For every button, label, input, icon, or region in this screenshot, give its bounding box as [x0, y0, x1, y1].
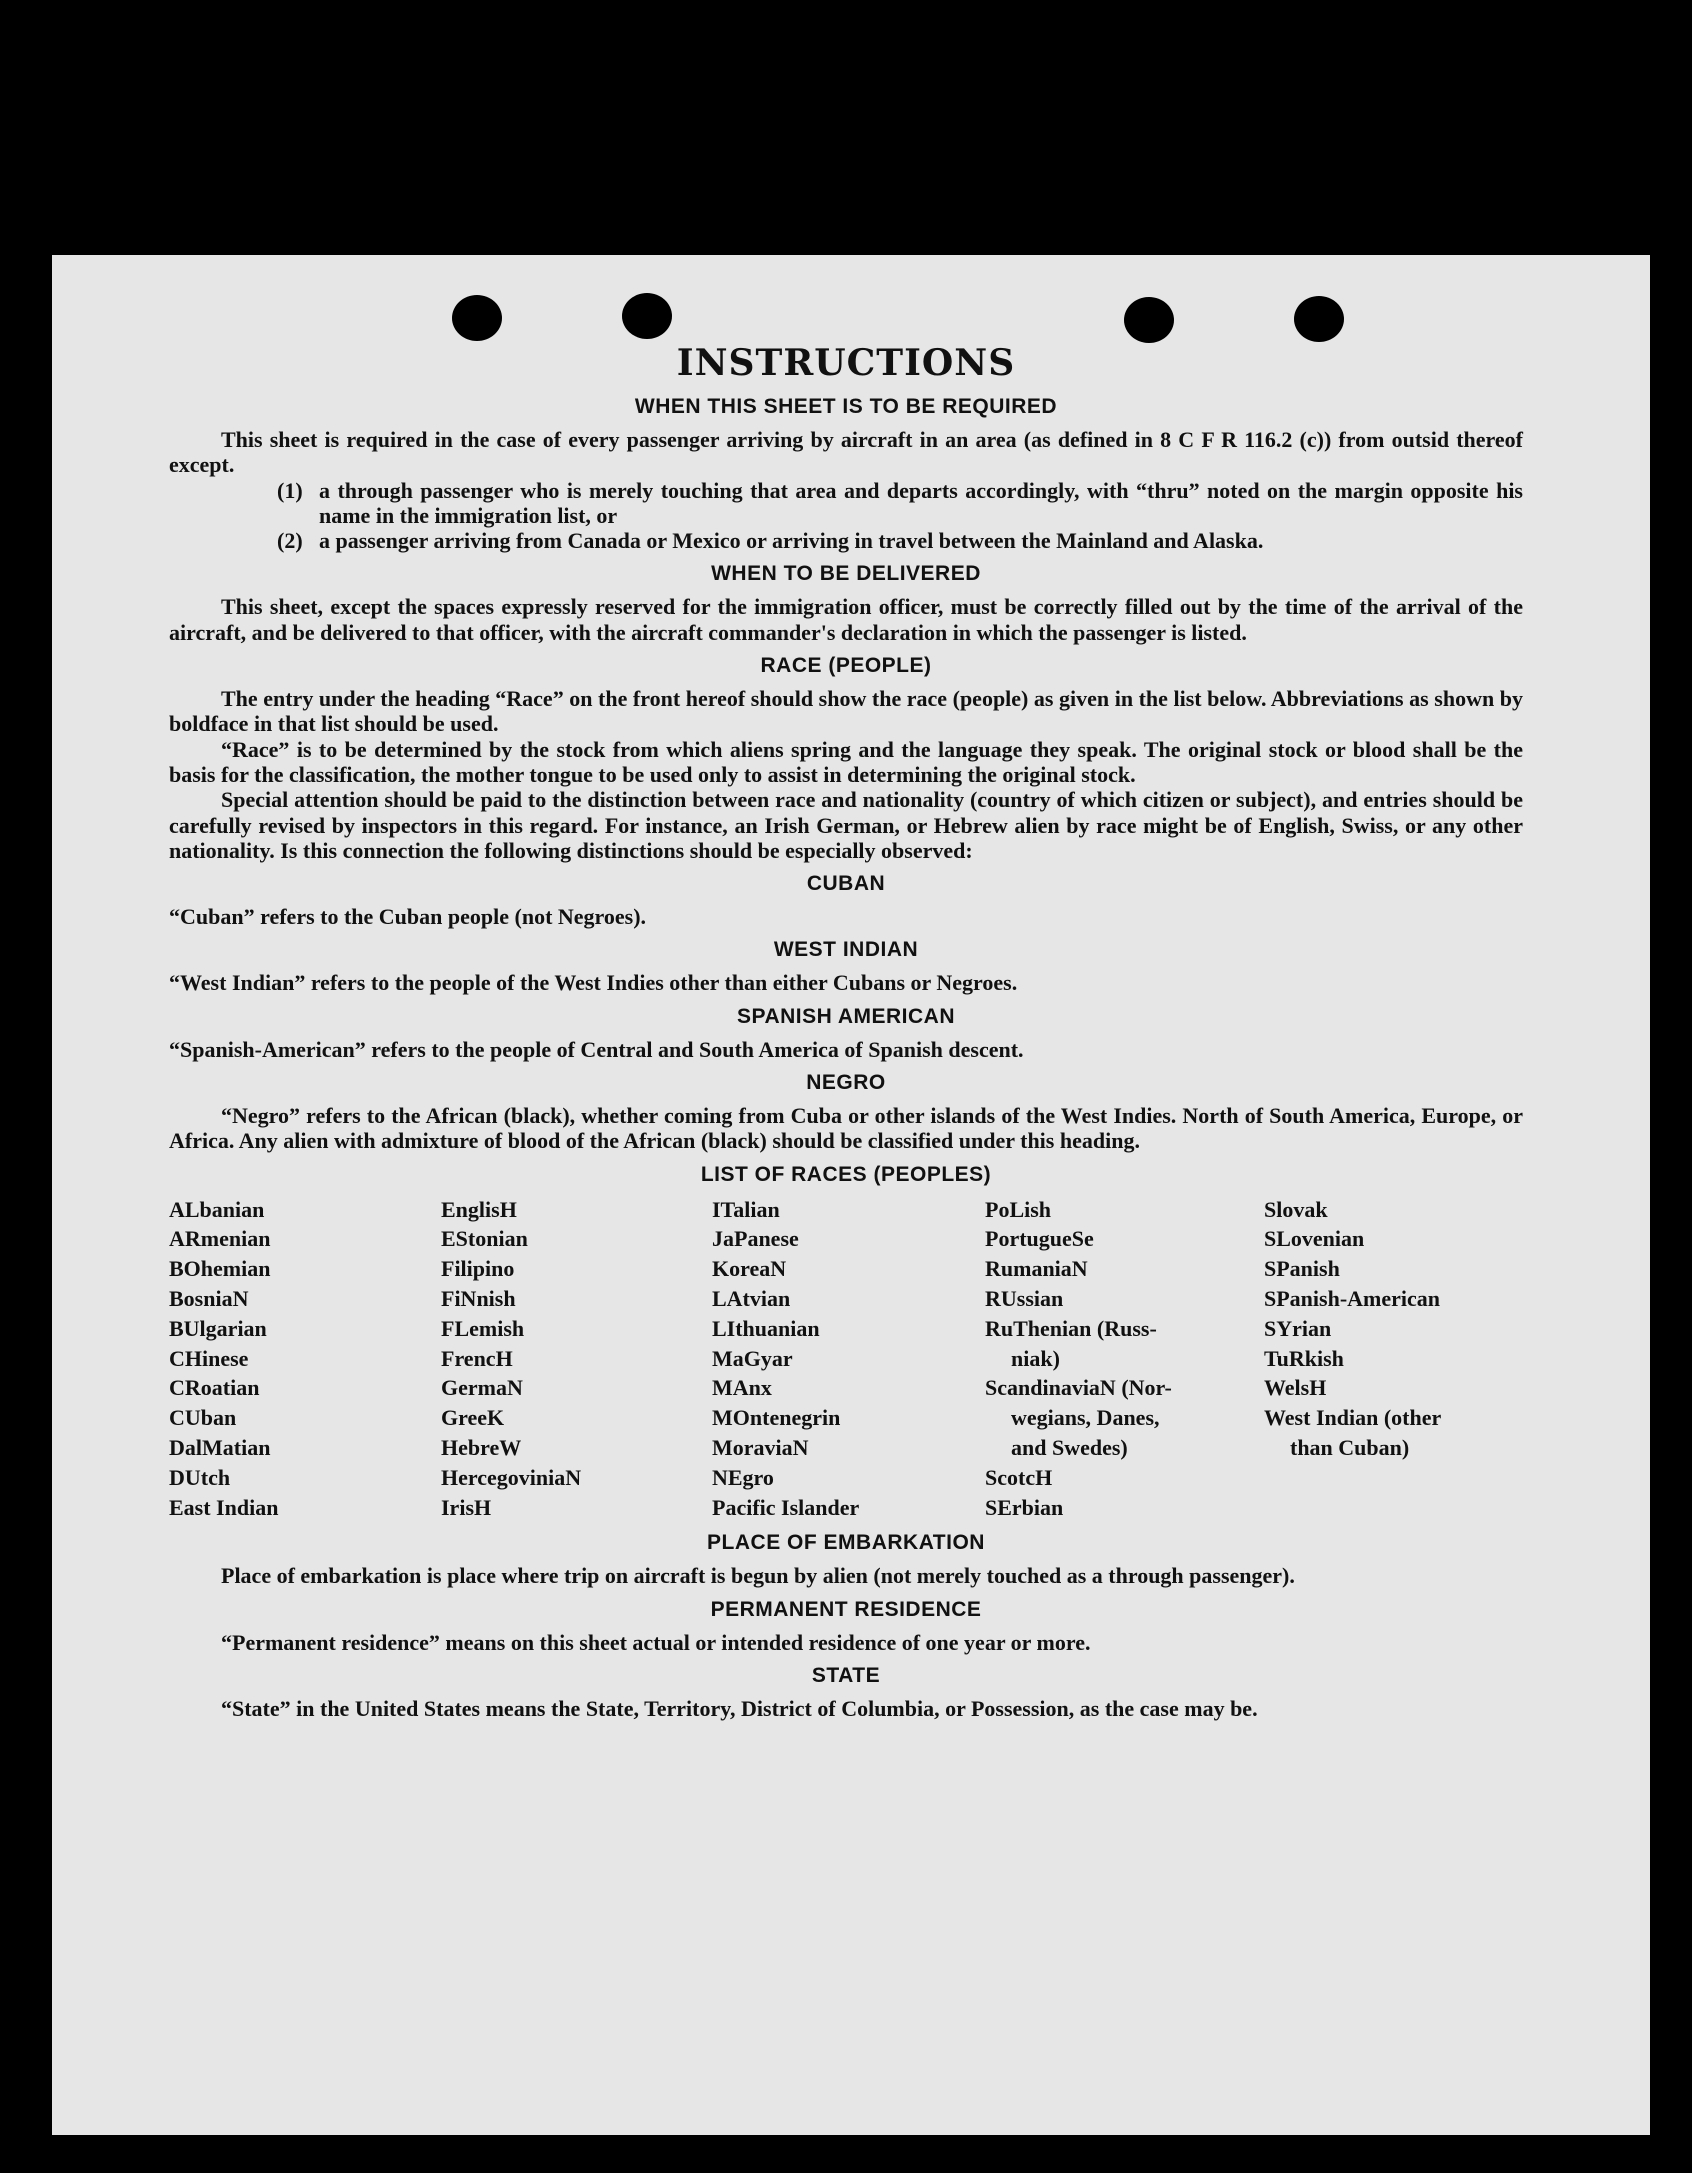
- race-entry: RuThenian (Russ-: [985, 1315, 1157, 1341]
- race-entry: BUlgarian: [169, 1315, 267, 1341]
- race-paragraph: “Race” is to be determined by the stock from which aliens spring and the language they speak. The original stock or blood shall be the basis for the classification, the mother tongue to be used only to assist in determining the original stock.: [169, 736, 1523, 787]
- race-entry: niak): [1011, 1345, 1060, 1371]
- race-entry: SErbian: [985, 1494, 1064, 1520]
- race-entry: ITalian: [712, 1196, 780, 1222]
- race-entry: Slovak: [1264, 1196, 1328, 1222]
- heading-required: WHEN THIS SHEET IS TO BE REQUIRED: [634, 395, 1058, 418]
- race-entry: ScandinaviaN (Nor-: [985, 1375, 1172, 1401]
- race-entry: IrisH: [441, 1494, 492, 1520]
- race-entry: MaGyar: [712, 1345, 793, 1371]
- race-entry: West Indian (other: [1264, 1405, 1442, 1431]
- negro-text: “Negro” refers to the African (black), whether coming from Cuba or other islands of the West Indies. North of South America, Europe, or Africa. Any alien with admixture of blood of the African (black) should be classified under this heading.: [169, 1103, 1523, 1154]
- required-intro: This sheet is required in the case of every passenger arriving by aircraft in an area (as defined in 8 C F R 116.2 (c)) from outsid thereof except.: [169, 427, 1523, 478]
- race-entry: FiNnish: [441, 1286, 516, 1312]
- race-entry: GreeK: [441, 1405, 505, 1431]
- west-indian-text: “West Indian” refers to the people of the West Indies other than either Cubans or Negroes.: [169, 970, 1018, 996]
- race-entry: Pacific Islander: [712, 1494, 860, 1520]
- race-entry: MoraviaN: [712, 1435, 809, 1461]
- race-entry: SLovenian: [1264, 1226, 1365, 1252]
- heading-west-indian: WEST INDIAN: [773, 938, 919, 962]
- race-entry: SYrian: [1264, 1315, 1332, 1341]
- heading-negro: NEGRO: [806, 1071, 886, 1095]
- punch-hole: [1124, 297, 1174, 343]
- race-entry: RumaniaN: [985, 1256, 1088, 1282]
- race-entry: RUssian: [985, 1286, 1064, 1312]
- state-text: “State” in the United States means the State, Territory, District of Columbia, or Possession, as the case may be.: [221, 1696, 1258, 1721]
- race-entry: East Indian: [169, 1494, 279, 1520]
- item-number: (2): [277, 528, 303, 554]
- race-entry: PortugueSe: [985, 1226, 1094, 1252]
- embarkation-text: Place of embarkation is place where trip on aircraft is begun by alien (not merely touched as a through passenger).: [221, 1563, 1295, 1589]
- race-entry: ARmenian: [169, 1226, 271, 1252]
- race-entry: WelsH: [1264, 1375, 1327, 1401]
- race-entry: than Cuban): [1290, 1435, 1410, 1461]
- race-entry: KoreaN: [712, 1256, 787, 1282]
- item-text: a passenger arriving from Canada or Mexico or arriving in travel between the Mainland and Alaska.: [319, 528, 1264, 554]
- heading-spanish-american: SPANISH AMERICAN: [736, 1004, 955, 1028]
- item-text: a through passenger who is merely touching that area and departs accordingly, with “thru” noted on the margin opposite his name in the immigration list, or: [319, 477, 1523, 528]
- race-entry: HebreW: [441, 1435, 522, 1461]
- heading-residence: PERMANENT RESIDENCE: [710, 1597, 982, 1621]
- race-entry: FLemish: [441, 1315, 525, 1341]
- residence-text: “Permanent residence” means on this sheet actual or intended residence of one year or more.: [221, 1629, 1091, 1655]
- race-entry: EStonian: [441, 1226, 528, 1252]
- races-column: [712, 1195, 985, 1523]
- item-number: (1): [277, 477, 303, 503]
- races-column: [441, 1195, 712, 1523]
- race-entry: BosniaN: [169, 1286, 249, 1312]
- race-entry: TuRkish: [1264, 1345, 1344, 1371]
- heading-list-of-races: LIST OF RACES (PEOPLES): [700, 1162, 992, 1186]
- race-entry: CRoatian: [169, 1375, 260, 1401]
- spanish-american-text: “Spanish-American” refers to the people of Central and South America of Spanish descent.: [169, 1036, 1024, 1062]
- heading-delivered: WHEN TO BE DELIVERED: [711, 562, 981, 586]
- delivered-text: This sheet, except the spaces expressly reserved for the immigration officer, must be correctly filled out by the time of the arrival of the aircraft, and be delivered to that officer, with the aircraft commander's declaration in which the passenger is listed.: [169, 594, 1523, 645]
- exception-item: [277, 528, 1523, 553]
- race-paragraph: Special attention should be paid to the distinction between race and nationality (country of which citizen or subject), and entries should be carefully revised by inspectors in this regard. For instance, an Irish German, or Hebrew alien by race might be of English, Swiss, or any other nationality. Is this connection the following distinctions should be especially observed:: [169, 787, 1523, 863]
- race-entry: DUtch: [169, 1464, 231, 1490]
- heading-state: STATE: [811, 1664, 881, 1687]
- race-entry: SPanish: [1264, 1256, 1340, 1282]
- race-entry: JaPanese: [712, 1226, 799, 1252]
- heading-race: RACE (PEOPLE): [760, 654, 932, 678]
- race-entry: ALbanian: [169, 1196, 265, 1222]
- race-entry: MAnx: [712, 1375, 772, 1401]
- race-entry: CUban: [169, 1405, 237, 1431]
- punch-hole: [1294, 296, 1344, 342]
- races-list: [169, 1195, 1523, 1523]
- race-entry: SPanish-American: [1264, 1286, 1440, 1312]
- race-entry: PoLish: [985, 1196, 1052, 1222]
- exception-item: [277, 478, 1523, 529]
- race-entry: MOntenegrin: [712, 1405, 841, 1431]
- page-title: INSTRUCTIONS: [676, 342, 1016, 384]
- race-paragraph: The entry under the heading “Race” on the front hereof should show the race (people) as given in the list below. Abbreviations as shown by boldface in that list should be used.: [169, 686, 1523, 737]
- race-entry: LIthuanian: [712, 1315, 820, 1341]
- instructions-content: [169, 340, 1523, 1721]
- race-entry: DalMatian: [169, 1435, 271, 1461]
- race-entry: Filipino: [441, 1256, 515, 1282]
- race-entry: GermaN: [441, 1375, 523, 1401]
- race-entry: CHinese: [169, 1345, 249, 1371]
- heading-embarkation: PLACE OF EMBARKATION: [707, 1531, 985, 1555]
- race-entry: LAtvian: [712, 1286, 791, 1312]
- races-column: [1264, 1195, 1524, 1523]
- punch-hole: [452, 295, 502, 341]
- races-column: [169, 1195, 441, 1523]
- race-entry: FrencH: [441, 1345, 513, 1371]
- race-entry: ScotcH: [985, 1464, 1053, 1490]
- cuban-text: “Cuban” refers to the Cuban people (not Negroes).: [169, 904, 647, 930]
- punch-hole: [622, 293, 672, 339]
- race-entry: HercegoviniaN: [441, 1464, 582, 1490]
- race-entry: EnglisH: [441, 1196, 517, 1222]
- race-entry: and Swedes): [1011, 1435, 1128, 1461]
- heading-cuban: CUBAN: [806, 872, 886, 896]
- race-entry: NEgro: [712, 1464, 774, 1490]
- races-column: [985, 1195, 1264, 1523]
- race-entry: wegians, Danes,: [1011, 1405, 1160, 1431]
- race-entry: BOhemian: [169, 1256, 271, 1282]
